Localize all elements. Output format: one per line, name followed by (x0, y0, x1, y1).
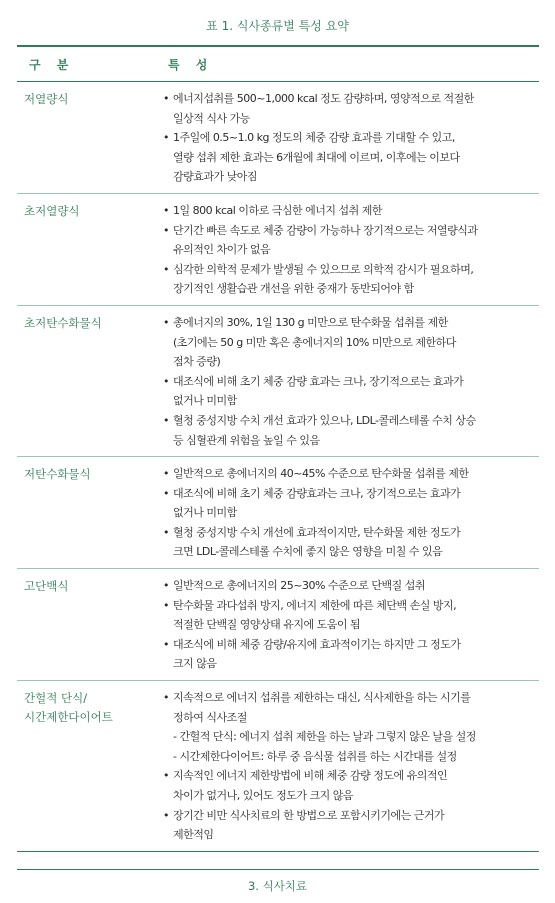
bullet-line: 차이가 없거나, 있어도 정도가 크지 않음 (173, 789, 353, 802)
diet-type-name: 초저탄수화물식 (24, 315, 102, 330)
bullet-line: 혈청 중성지방 수치 개선 효과가 있으나, LDL-콜레스테롤 수치 상승 (173, 413, 476, 427)
bullet-line: 없거나 미미함 (173, 394, 237, 408)
bullet-line: 대조식에 비해 체중 감량/유지에 효과적이기는 하지만 그 정도가 (173, 637, 461, 651)
bullet-line: 점차 증량) (173, 355, 221, 369)
bullet-line: 1주일에 0.5~1.0 kg 정도의 체중 감량 효과를 기대할 수 있고, (173, 131, 455, 145)
bullet-line: 총에너지의 30%, 1일 130 g 미만으로 탄수화물 섭취를 제한 (173, 315, 448, 329)
characteristics-cell (157, 305, 539, 456)
bullet-icon: • (163, 486, 169, 500)
section-footer: 3. 식사치료 (247, 879, 308, 893)
diet-type-name: 초저열량식 (24, 203, 80, 218)
bullet-line: 지속적인 에너지 제한방법에 비해 체중 감량 정도에 유의적인 (173, 769, 448, 783)
sub-item: - 간헐적 단식: 에너지 섭취 제한을 하는 날과 그렇지 않은 날을 설정 (173, 730, 476, 744)
diet-type-cell (17, 82, 157, 194)
bullet-line: 등 심혈관계 위험을 높일 수 있음 (173, 433, 320, 447)
bullet-item (157, 313, 539, 372)
bullet-line: 장기적인 생활습관 개선을 위한 중재가 동반되어야 함 (173, 282, 414, 296)
table-row (17, 305, 539, 456)
bullet-line: 제한적임 (173, 828, 214, 842)
bullet-icon: • (163, 92, 169, 105)
bullet-item (157, 635, 539, 674)
diet-type-cell (17, 569, 157, 681)
bullet-line: 심각한 의학적 문제가 발생될 수 있으므로 의학적 감시가 필요하며, (173, 262, 474, 276)
bullet-line: 대조식에 비해 초기 체중 감량효과는 크나, 장기적으로는 효과가 (173, 486, 461, 500)
bullet-line: 유의적인 차이가 없음 (173, 243, 271, 257)
bullet-line: 1일 800 kcal 이하로 극심한 에너지 섭취 제한 (173, 203, 382, 217)
bullet-icon: • (163, 203, 169, 217)
bullet-item (157, 576, 539, 596)
bullet-item (157, 260, 539, 299)
bullet-icon: • (163, 691, 169, 705)
table-row (17, 457, 539, 569)
diet-type-name: 저열량식 (24, 92, 69, 106)
bullet-line: 대조식에 비해 초기 체중 감량 효과는 크나, 장기적으로는 효과가 (173, 374, 464, 388)
characteristics-cell (157, 82, 539, 194)
bullet-icon: • (163, 808, 169, 822)
diet-type-cell (17, 681, 157, 852)
bullet-item (157, 89, 539, 128)
bullet-line: 탄수화물 과다섭취 방지, 에너지 제한에 따른 체단백 손실 방지, (173, 598, 457, 612)
table-caption: 표 1. 식사종류별 특성 요약 (206, 19, 349, 33)
header-characteristics: 특 성 (168, 57, 214, 72)
bullet-icon: • (163, 223, 169, 237)
bullet-line: 지속적으로 에너지 섭취를 제한하는 대신, 식사제한을 하는 시기를 (173, 691, 471, 705)
bullet-line: 크지 않음 (173, 657, 217, 671)
bullet-icon: • (163, 413, 169, 427)
table-row (17, 193, 539, 305)
bullet-item (157, 688, 539, 727)
bullet-item (157, 372, 539, 411)
diet-summary-table (17, 45, 539, 852)
bullet-line: 혈청 중성지방 수치 개선에 효과적이지만, 탄수화물 제한 정도가 (173, 525, 461, 539)
bullet-item (157, 411, 539, 450)
bullet-item (157, 766, 539, 805)
characteristics-cell (157, 193, 539, 305)
bullet-line: 일반적으로 총에너지의 40~45% 수준으로 탄수화물 섭취를 제한 (173, 467, 469, 481)
diet-type-name: 간헐적 단식/ (24, 691, 88, 706)
diet-type-cell (17, 193, 157, 305)
characteristics-cell (157, 681, 539, 852)
diet-type-cell (17, 457, 157, 569)
bullet-line: 적절한 단백질 영양상태 유지에 도움이 됨 (173, 618, 361, 632)
bullet-line: (초기에는 50 g 미만 혹은 총에너지의 10% 미만으로 제한하다 (173, 335, 456, 349)
footer-divider (17, 869, 539, 870)
table-header-row (17, 46, 539, 82)
bullet-item (157, 596, 539, 635)
bullet-item (157, 464, 539, 484)
bullet-icon: • (163, 315, 169, 329)
bullet-item (157, 128, 539, 187)
diet-type-name: 고단백식 (24, 579, 69, 594)
bullet-icon: • (163, 637, 169, 651)
bullet-line: 크면 LDL-콜레스테롤 수치에 좋지 않은 영향을 미칠 수 있음 (173, 545, 443, 559)
sub-item: - 시간제한다이어트: 하루 중 음식물 섭취를 하는 시간대를 설정 (173, 749, 457, 763)
bullet-icon: • (163, 131, 169, 145)
characteristics-cell (157, 569, 539, 681)
bullet-line: 감량효과가 낮아짐 (173, 170, 258, 184)
diet-type-name: 저탄수화물식 (24, 467, 91, 482)
header-category: 구 분 (29, 57, 75, 72)
bullet-line: 없거나 미미함 (173, 506, 237, 520)
table-row (17, 681, 539, 852)
bullet-item (157, 201, 539, 221)
bullet-line: 정하여 식사조절 (173, 710, 247, 724)
diet-type-cell (17, 305, 157, 456)
bullet-line: 장기간 비만 식사치료의 한 방법으로 포함시키기에는 근거가 (173, 808, 445, 822)
table-row (17, 82, 539, 194)
bullet-item (157, 484, 539, 523)
bullet-icon: • (163, 525, 169, 539)
bullet-icon: • (163, 262, 169, 276)
bullet-line: 일반적으로 총에너지의 25~30% 수준으로 단백질 섭취 (173, 579, 426, 593)
bullet-icon: • (163, 769, 169, 783)
bullet-line: 에너지섭취를 500~1,000 kcal 정도 감량하며, 영양적으로 적절한 (173, 92, 474, 105)
bullet-line: 일상적 식사 가능 (173, 111, 250, 125)
bullet-line: 열량 섭취 제한 효과는 6개월에 최대에 이르며, 이후에는 이보다 (173, 150, 460, 164)
characteristics-cell (157, 457, 539, 569)
bullet-item (157, 523, 539, 562)
bullet-item (157, 221, 539, 260)
bullet-line: 단기간 빠른 속도로 체중 감량이 가능하나 장기적으로는 저열량식과 (173, 223, 478, 237)
diet-type-name: 시간제한다이어트 (24, 710, 113, 725)
bullet-icon: • (163, 579, 169, 593)
bullet-icon: • (163, 467, 169, 481)
bullet-item (157, 806, 539, 845)
bullet-icon: • (163, 374, 169, 388)
bullet-icon: • (163, 598, 169, 612)
table-row (17, 569, 539, 681)
